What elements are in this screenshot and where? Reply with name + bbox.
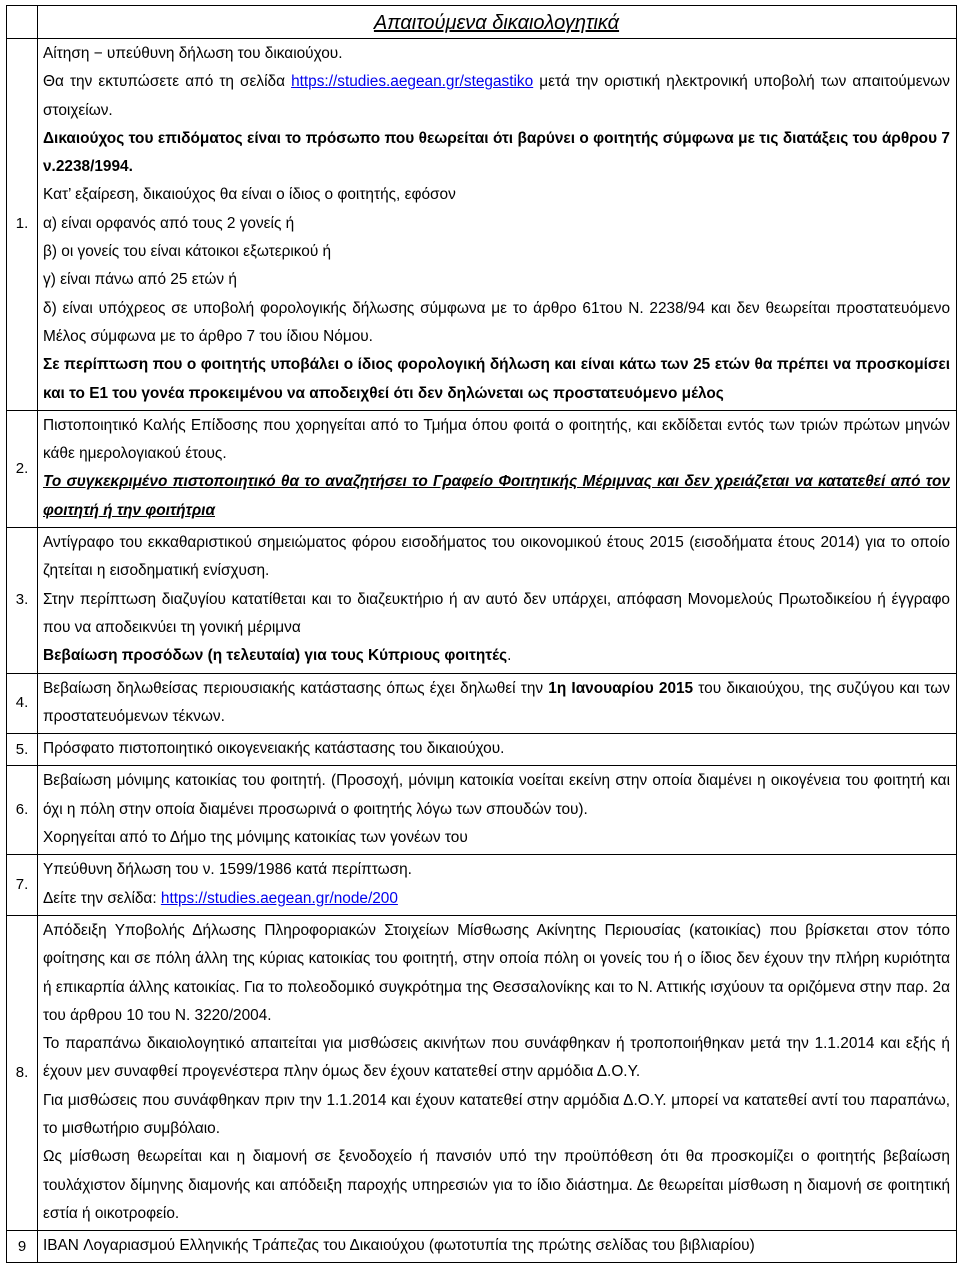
paragraph: Δικαιούχος του επιδόματος είναι το πρόσωπο που θεωρείται ότι βαρύνει ο φοιτητής σύμφωνα με τις διατάξεις του άρθρου 7 ν.2238/1994. xyxy=(43,129,950,176)
paragraph xyxy=(43,642,950,670)
requirement-content-6 xyxy=(38,766,957,855)
row-number: 6. xyxy=(7,766,38,855)
paragraph: Σε περίπτωση που ο φοιτητής υποβάλει ο ίδιος φορολογική δήλωση και είναι κάτω των 25 ετών θα πρέπει να προσκομίσει και το Ε1 του γονέα προκειμένου να αποδειχθεί ότι δεν δηλώνεται ως προστατευόμενο μέλος xyxy=(43,356,950,402)
paragraph: Το παραπάνω δικαιολογητικό απαιτείται για μισθώσεις ακινήτων που συνάφθηκαν ή τροποποιήθηκαν μετά την 1.1.2014 και εξής ή έχουν μεν συναφθεί προγενέστερα πλην όμως δεν έχουν κατατεθεί στην αρμόδια Δ.Ο.Υ. xyxy=(43,1035,950,1081)
paragraph: Υπεύθυνη δήλωση του ν. 1599/1986 κατά περίπτωση. xyxy=(43,861,412,879)
requirement-row-1 xyxy=(7,39,957,411)
paragraph: Απόδειξη Υποβολής Δήλωσης Πληροφοριακών Στοιχείων Μίσθωσης Ακίνητης Περιουσίας (κατοικίας) που βρίσκεται στον τόπο φοίτησης και σε πόλη άλλη της κύριας κατοικίας του φοιτητή, στην οποία πόλη οι γονείς του ή ο ίδιος δεν έχουν την πλήρη κυριότητα ή επικαρπία άλλης κατοικίας. Για το πολεοδομικό συγκρότημα της Θεσσαλονίκης και το Ν. Αττικής ισχύουν τα οριζόμενα στην παρ. 2α του άρθρου 10 του Ν. 3220/2004. xyxy=(43,921,950,1024)
requirement-row-8 xyxy=(7,915,957,1230)
list-item: γ) είναι πάνω από 25 ετών ή xyxy=(43,271,237,289)
row-number: 7. xyxy=(7,855,38,916)
paragraph xyxy=(43,885,950,913)
row-number: 2. xyxy=(7,410,38,527)
text: του δικαιούχου, της συζύγου και των προστατευόμενων τέκνων. xyxy=(43,679,950,725)
requirement-content-7 xyxy=(38,855,957,916)
row-number: 8. xyxy=(7,915,38,1230)
paragraph: Πιστοποιητικό Καλής Επίδοσης που χορηγείται από το Τμήμα όπου φοιτά ο φοιτητής, και εκδίδεται εντός των τριών πρώτων μηνών κάθε ημερολογιακού έτους. xyxy=(43,416,950,463)
requirement-content-4 xyxy=(38,673,957,734)
paragraph xyxy=(43,675,950,732)
list-item: α) είναι ορφανός από τους 2 γονείς ή xyxy=(43,214,295,232)
paragraph: IBAN Λογαριασμού Ελληνικής Τράπεζας του Δικαιούχου (φωτοτυπία της πρώτης σελίδας του βιβλιαρίου) xyxy=(43,1237,755,1255)
list-item: β) οι γονείς του είναι κάτοικοι εξωτερικού ή xyxy=(43,243,332,261)
title-cell xyxy=(38,6,957,39)
text: . xyxy=(507,647,512,665)
requirement-content-1 xyxy=(38,39,957,411)
requirement-content-9 xyxy=(38,1231,957,1263)
row-number: 5. xyxy=(7,734,38,766)
text: Βεβαίωση προσόδων (η τελευταία) για τους Κύπριους φοιτητές xyxy=(43,647,508,665)
paragraph: Χορηγείται από το Δήμο της μόνιμης κατοικίας των γονέων του xyxy=(43,829,468,847)
paragraph: Στην περίπτωση διαζυγίου κατατίθεται και το διαζευκτήριο ή αν αυτό δεν υπάρχει, απόφαση Μονομελούς Πρωτοδικείου ή έγγραφο που να αποδεικνύει τη γονική μέριμνα xyxy=(43,590,950,636)
text: μετά την οριστική ηλεκτρονική υποβολή των απαιτούμενων στοιχείων. xyxy=(43,73,950,119)
requirement-row-9 xyxy=(7,1231,957,1263)
document-title: Απαιτούμενα δικαιολογητικά xyxy=(373,12,620,34)
paragraph: Κατ’ εξαίρεση, δικαιούχος θα είναι ο ίδιος ο φοιτητής, εφόσον xyxy=(43,186,456,204)
paragraph: Αντίγραφο του εκκαθαριστικού σημειώματος φόρου εισοδήματος του οικονομικού έτους 2015 (εισοδήματα έτους 2014) για το οποίο ζητείται η εισοδηματική ενίσχυση. xyxy=(43,534,950,580)
requirement-row-3 xyxy=(7,528,957,673)
requirement-row-5 xyxy=(7,734,957,766)
paragraph xyxy=(43,68,950,125)
list-item: δ) είναι υπόχρεος σε υποβολή φορολογικής δήλωσης σύμφωνα με το άρθρο 61του Ν. 2238/94 και δεν θεωρείται προστατευόμενο Μέλος σύμφωνα με το άρθρο 7 του ίδιου Νόμου. xyxy=(43,299,950,345)
paragraph: Το συγκεκριμένο πιστοποιητικό θα το αναζητήσει το Γραφείο Φοιτητικής Μέριμνας και δεν χρειάζεται να κατατεθεί από τον φοιτητή ή την φοιτήτρια xyxy=(43,473,950,519)
row-number: 9 xyxy=(7,1231,38,1263)
title-row xyxy=(7,6,957,39)
requirement-row-6 xyxy=(7,766,957,855)
text: Δείτε την σελίδα: xyxy=(43,889,161,907)
paragraph: Βεβαίωση μόνιμης κατοικίας του φοιτητή. (Προσοχή, μόνιμη κατοικία νοείται εκείνη στην οποία διαμένει η οικογένεια του φοιτητή και όχι η πόλη στην οποία διαμένει προσωρινά ο φοιτητής λόγω των σπουδών του). xyxy=(43,772,950,818)
requirements-table xyxy=(6,5,957,1263)
paragraph: Πρόσφατο πιστοποιητικό οικογενειακής κατάστασης του δικαιούχου. xyxy=(43,740,505,758)
row-number: 3. xyxy=(7,528,38,673)
stegastiko-link[interactable]: https://studies.aegean.gr/stegastiko xyxy=(291,73,534,91)
paragraph: Ως μίσθωση θεωρείται και η διαμονή σε ξενοδοχείο ή πανσιόν υπό την προϋπόθεση ότι θα προσκομίζει ο φοιτητής βεβαίωση τουλάχιστον δίμηνης διαμονής και απόδειξη παροχής υπηρεσιών για το ίδιο διάστημα. Δε θεωρείται μίσθωση η διαμονή σε φοιτητική εστία ή οικοτροφείο. xyxy=(43,1148,950,1222)
requirement-row-7 xyxy=(7,855,957,916)
requirement-row-4 xyxy=(7,673,957,734)
text: 1η Ιανουαρίου 2015 xyxy=(548,679,694,697)
title-number-cell xyxy=(7,6,38,39)
paragraph: Για μισθώσεις που συνάφθηκαν πριν την 1.1.2014 και έχουν κατατεθεί στην αρμόδια Δ.Ο.Υ. μπορεί να κατατεθεί αντί του παραπάνω, το μισθωτήριο συμβόλαιο. xyxy=(43,1091,950,1137)
node-200-link[interactable]: https://studies.aegean.gr/node/200 xyxy=(160,889,398,907)
row-number: 4. xyxy=(7,673,38,734)
row-number: 1. xyxy=(7,39,38,411)
paragraph: Αίτηση − υπεύθυνη δήλωση του δικαιούχου. xyxy=(43,45,343,62)
requirement-content-3 xyxy=(38,528,957,673)
text: Βεβαίωση δηλωθείσας περιουσιακής κατάστασης όπως έχει δηλωθεί την xyxy=(43,679,549,697)
requirement-content-8 xyxy=(38,915,957,1230)
requirement-content-2 xyxy=(38,410,957,527)
text: Θα την εκτυπώσετε από τη σελίδα xyxy=(43,73,292,91)
requirement-content-5 xyxy=(38,734,957,766)
requirement-row-2 xyxy=(7,410,957,527)
